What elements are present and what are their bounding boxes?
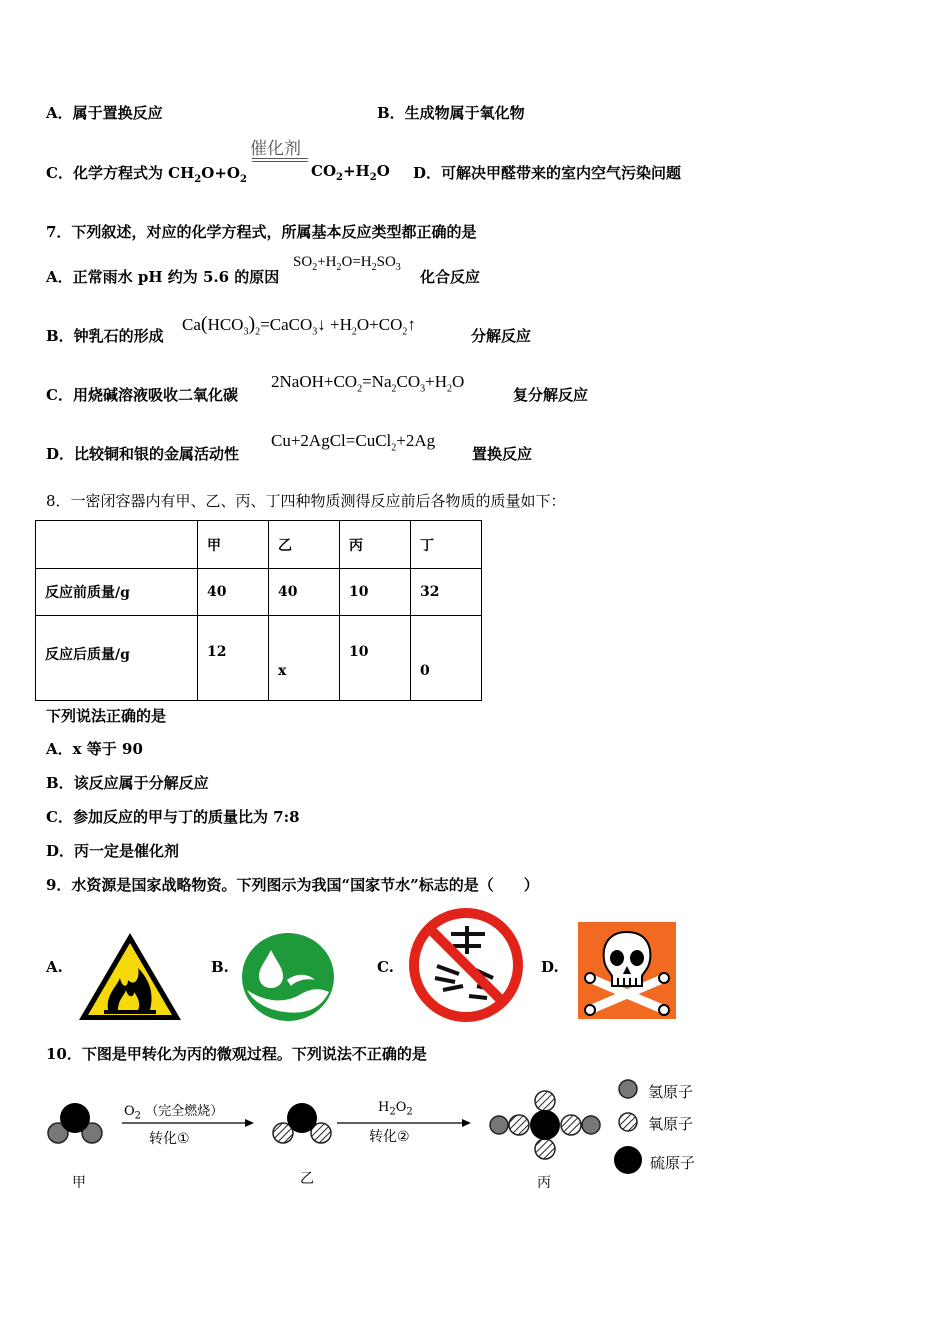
legend (614, 1080, 642, 1174)
label-jia: 甲 (72, 1175, 86, 1191)
equation-line-top (252, 158, 308, 159)
table-cell: 10 (340, 616, 411, 701)
molecule-bing (490, 1091, 600, 1159)
q7-b-type: 分解反应 (471, 327, 532, 345)
legend-hydrogen: 氢原子 (648, 1083, 694, 1101)
q6-option-c: C．化学方程式为 $CH_2O+O_2$ (46, 164, 247, 185)
q8-option-d: D．丙一定是催化剂 (46, 842, 180, 860)
q8-option-c: C．参加反应的甲与丁的质量比为 7:8 (46, 808, 300, 826)
arrow1-label: 转化① (149, 1131, 190, 1147)
q6-option-b: B．生成物属于氧化物 (377, 104, 525, 122)
q8-option-b: B．该反应属于分解反应 (46, 774, 209, 792)
q10-stem: 10．下图是甲转化为丙的微观过程。下列说法不正确的是 (46, 1045, 427, 1063)
q8-prompt: 下列说法正确的是 (46, 707, 167, 725)
table-cell: x (269, 616, 340, 701)
q7-option-a: A．正常雨水 pH 约为 5.6 的原因 (46, 268, 280, 286)
catalyst-label: 催化剂 (250, 139, 301, 159)
arrow2-label: 转化② (369, 1129, 410, 1145)
q7-a-equation: $SO_2+H_2O=H_2SO_3$ (293, 254, 401, 273)
q8-stem: 8．一密闭容器内有甲、乙、丙、丁四种物质测得反应前后各物质的质量如下： (46, 492, 566, 510)
legend-oxygen: 氧原子 (648, 1115, 694, 1133)
q9-label-a: A. (46, 958, 63, 976)
label-yi: 乙 (300, 1171, 314, 1187)
q7-option-b: B．钟乳石的形成 (46, 327, 164, 345)
q7-option-d: D．比较铜和银的金属活动性 (46, 445, 240, 463)
q7-d-equation: Cu+2AgCl=CuCl$_2$+2Ag (271, 431, 436, 454)
molecule-jia (48, 1103, 102, 1143)
molecule-yi (273, 1103, 331, 1143)
water-saving-logo-icon (241, 932, 335, 1022)
table-cell: 0 (411, 616, 482, 701)
table-cell: 反应后质量/g (36, 616, 198, 701)
no-littering-sign-icon (407, 906, 525, 1024)
q6-option-a: A．属于置换反应 (46, 104, 163, 122)
q7-b-equation: $Ca(HCO_3)_2=CaCO_3↓$ $+H_2O+CO_2↑$ (182, 313, 416, 338)
q6-products: $CO_2+H_2O$ (311, 162, 390, 183)
legend-sulfur: 硫原子 (650, 1154, 696, 1172)
label-bing: 丙 (537, 1175, 551, 1191)
q9-label-b: B. (211, 958, 229, 976)
table-cell: 反应前质量/g (36, 569, 198, 616)
q9-label-d: D. (541, 958, 559, 976)
q7-option-c: C．用烧碱溶液吸收二氧化碳 (46, 386, 238, 404)
q7-stem: 7．下列叙述，对应的化学方程式，所属基本反应类型都正确的是 (46, 223, 477, 241)
q6-option-d: D．可解决甲醛带来的室内空气污染问题 (413, 164, 682, 182)
arrow1-reagent: $O_2$ （完全燃烧） (124, 1104, 224, 1122)
equation-line-bottom (252, 161, 308, 162)
table-cell: 40 (269, 569, 340, 616)
q7-d-type: 置换反应 (472, 445, 533, 463)
table-cell: 12 (198, 616, 269, 701)
table-header-cell: 丙 (340, 521, 411, 569)
mass-table (35, 520, 482, 701)
q7-a-type: 化合反应 (420, 268, 481, 286)
q7-c-equation: $2NaOH+CO_2=Na_2CO_3+H_2O$ (271, 372, 465, 395)
table-header-cell: 丁 (411, 521, 482, 569)
q8-option-a: A．x 等于 90 (46, 740, 143, 758)
table-cell: 40 (198, 569, 269, 616)
flammable-warning-icon (76, 930, 184, 1024)
q9-stem: 9．水资源是国家战略物资。下列图示为我国“国家节水”标志的是（ ） (46, 876, 539, 894)
toxic-skull-icon (578, 922, 676, 1019)
arrow2-reagent: $H_2O_2$ (378, 1100, 413, 1118)
table-cell: 10 (340, 569, 411, 616)
table-header-cell: 乙 (269, 521, 340, 569)
q9-label-c: C. (377, 958, 394, 976)
q7-c-type: 复分解反应 (513, 386, 589, 404)
table-header-cell (36, 521, 198, 569)
table-header-cell: 甲 (198, 521, 269, 569)
table-cell: 32 (411, 569, 482, 616)
